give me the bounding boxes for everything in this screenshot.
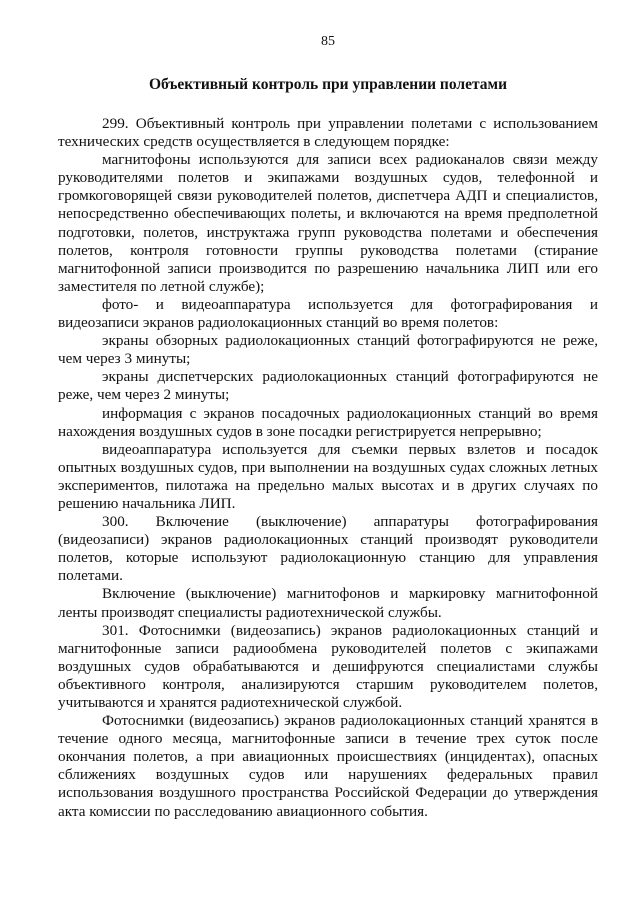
paragraph: экраны обзорных радиолокационных станций фотографируются не реже, чем через 3 минуты;: [58, 332, 598, 368]
body-text: [58, 115, 598, 821]
paragraph: магнитофоны используются для записи всех радиоканалов связи между руководителями полетов и экипажами воздушных судов, телефонной и громкоговорящей связи руководителей полетов, диспетчера АДП и специалистов, непосредственно обеспечивающих полеты, и включаются на время предполетной подготовки, полетов, инструктажа групп руководства полетами и обеспечения полетов, контроля готовности группы руководства полетами (стирание магнитофонной записи производится по разрешению начальника ЛИП или его заместителя по летной службе);: [58, 151, 598, 295]
section-title: Объективный контроль при управлении полетами: [148, 76, 508, 93]
paragraph: Фотоснимки (видеозапись) экранов радиолокационных станций хранятся в течение одного месяца, магнитофонные записи в течение трех суток после окончания полетов, а при авиационных происшествиях (инцидентах), опасных сближениях воздушных судов или нарушениях федеральных правил использования воздушного пространства Российской Федерации до утверждения акта комиссии по расследованию авиационного события.: [58, 712, 598, 820]
paragraph: экраны диспетчерских радиолокационных станций фотографируются не реже, чем через 2 минуты;: [58, 368, 598, 404]
paragraph: информация с экранов посадочных радиолокационных станций во время нахождения воздушных судов в зоне посадки регистрируется непрерывно;: [58, 404, 598, 440]
paragraph: видеоаппаратура используется для съемки первых взлетов и посадок опытных воздушных судов, при выполнении на воздушных судах сложных летных экспериментов, пилотажа на предельно малых высотах и в других случаях по решению начальника ЛИП.: [58, 440, 598, 512]
page-number: 85: [321, 34, 335, 49]
paragraph: Включение (выключение) магнитофонов и маркировку магнитофонной ленты производят специалисты радиотехнической службы.: [58, 585, 598, 621]
paragraph: фото- и видеоаппаратура используется для фотографирования и видеозаписи экранов радиолокационных станций во время полетов:: [58, 295, 598, 332]
paragraph: 300. Включение (выключение) аппаратуры фотографирования (видеозаписи) экранов радиолокационных станций производят руководители полетов, которые используют радиолокационную станцию для управления полетами.: [58, 513, 598, 585]
paragraph: 299. Объективный контроль при управлении полетами с использованием технических средств осуществляется в следующем порядке:: [58, 115, 598, 151]
paragraph: 301. Фотоснимки (видеозапись) экранов радиолокационных станций и магнитофонные записи радиообмена руководителей полетов с экипажами воздушных судов обрабатываются и дешифруются специалистами службы объективного контроля, анализируются старшим руководителем полетов, учитываются и хранятся радиотехнической службой.: [58, 621, 598, 711]
